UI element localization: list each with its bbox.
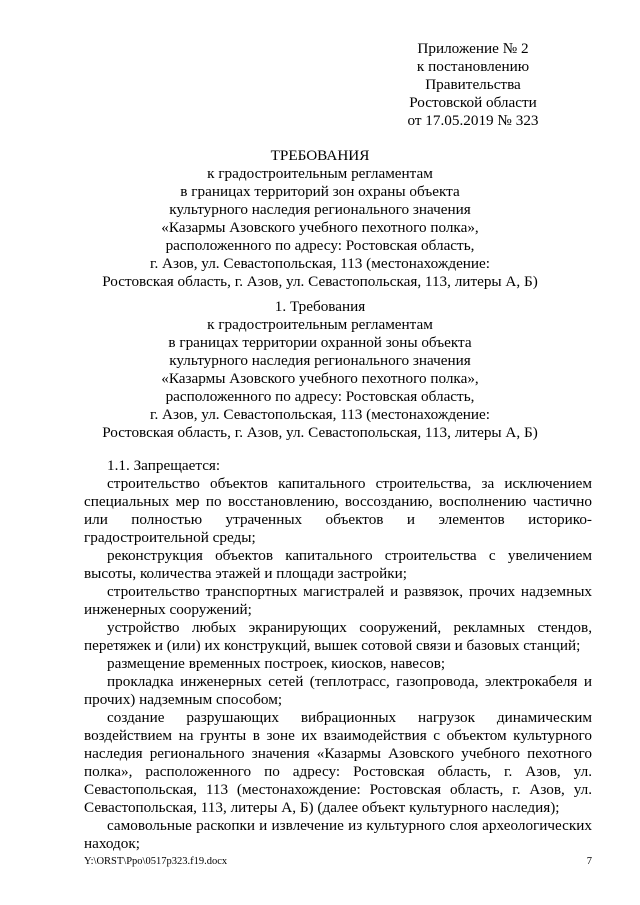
section-heading-line: в границах территории охранной зоны объекта bbox=[168, 334, 472, 351]
title-line: г. Азов, ул. Севастопольская, 113 (местонахождение: bbox=[149, 255, 491, 272]
title-line: к градостроительным регламентам bbox=[207, 165, 433, 182]
section-heading-line: «Казармы Азовского учебного пехотного полка», bbox=[161, 370, 479, 387]
title-line: Ростовская область, г. Азов, ул. Севастопольская, 113, литеры А, Б) bbox=[102, 273, 538, 290]
appendix-line: Приложение № 2 bbox=[417, 40, 529, 57]
section-heading-line: к градостроительным регламентам bbox=[207, 316, 433, 333]
body-paragraph: 1.1. Запрещается: bbox=[107, 457, 221, 474]
appendix-header bbox=[383, 40, 563, 130]
appendix-line: Ростовской области bbox=[409, 94, 537, 111]
body-paragraph: создание разрушающих вибрационных нагрузок динамическим воздействием на грунты в зоне их взаимодействия с объектом культурного наследия регионального значения «Казармы Азовского учебного пехотного полка», расположенного по адресу: Ростовская область, г. Азов, ул. Севастопольская, 113 (местонахождение: Ростовская область, г. Азов, ул. Севастопольская, 113, литеры А, Б) (далее объект культурного наследия); bbox=[84, 709, 592, 816]
document-body bbox=[84, 457, 592, 853]
title-line: «Казармы Азовского учебного пехотного полка», bbox=[161, 219, 479, 236]
document-title-block bbox=[90, 147, 550, 291]
section-heading-line: расположенного по адресу: Ростовская область, bbox=[165, 388, 475, 405]
section-heading-line: г. Азов, ул. Севастопольская, 113 (местонахождение: bbox=[149, 406, 491, 423]
section-heading-block bbox=[90, 298, 550, 442]
body-paragraph: размещение временных построек, киосков, навесов; bbox=[107, 655, 446, 672]
appendix-line: Правительства bbox=[425, 76, 521, 93]
document-title: ТРЕБОВАНИЯ bbox=[270, 147, 370, 164]
appendix-line: к постановлению bbox=[416, 58, 530, 75]
body-paragraph: строительство объектов капитального строительства, за исключением специальных мер по восстановлению, воссозданию, восполнению частично или полностью утраченных объектов и элементов историко-градостроительной среды; bbox=[84, 475, 592, 546]
body-paragraph: реконструкция объектов капитального строительства с увеличением высоты, количества этажей и площади застройки; bbox=[84, 547, 592, 582]
appendix-line: от 17.05.2019 № 323 bbox=[407, 112, 539, 129]
title-line: в границах территорий зон охраны объекта bbox=[180, 183, 460, 200]
section-heading-line: 1. Требования bbox=[274, 298, 366, 315]
page-number: 7 bbox=[586, 856, 592, 867]
title-line: культурного наследия регионального значения bbox=[169, 201, 471, 218]
body-paragraph: прокладка инженерных сетей (теплотрасс, газопровода, электрокабеля и прочих) надземным способом; bbox=[84, 673, 592, 708]
body-paragraph: строительство транспортных магистралей и развязок, прочих надземных инженерных сооружений; bbox=[84, 583, 592, 618]
body-paragraph: устройство любых экранирующих сооружений, рекламных стендов, перетяжек и (или) их конструкций, вышек сотовой связи и базовых станций; bbox=[84, 619, 592, 654]
body-paragraph: самовольные раскопки и извлечение из культурного слоя археологических находок; bbox=[84, 817, 592, 852]
footer-file-path: Y:\ORST\Ppo\0517p323.f19.docx bbox=[84, 856, 228, 867]
title-line: расположенного по адресу: Ростовская область, bbox=[165, 237, 475, 254]
section-heading-line: культурного наследия регионального значения bbox=[169, 352, 471, 369]
section-heading-line: Ростовская область, г. Азов, ул. Севастопольская, 113, литеры А, Б) bbox=[102, 424, 538, 441]
